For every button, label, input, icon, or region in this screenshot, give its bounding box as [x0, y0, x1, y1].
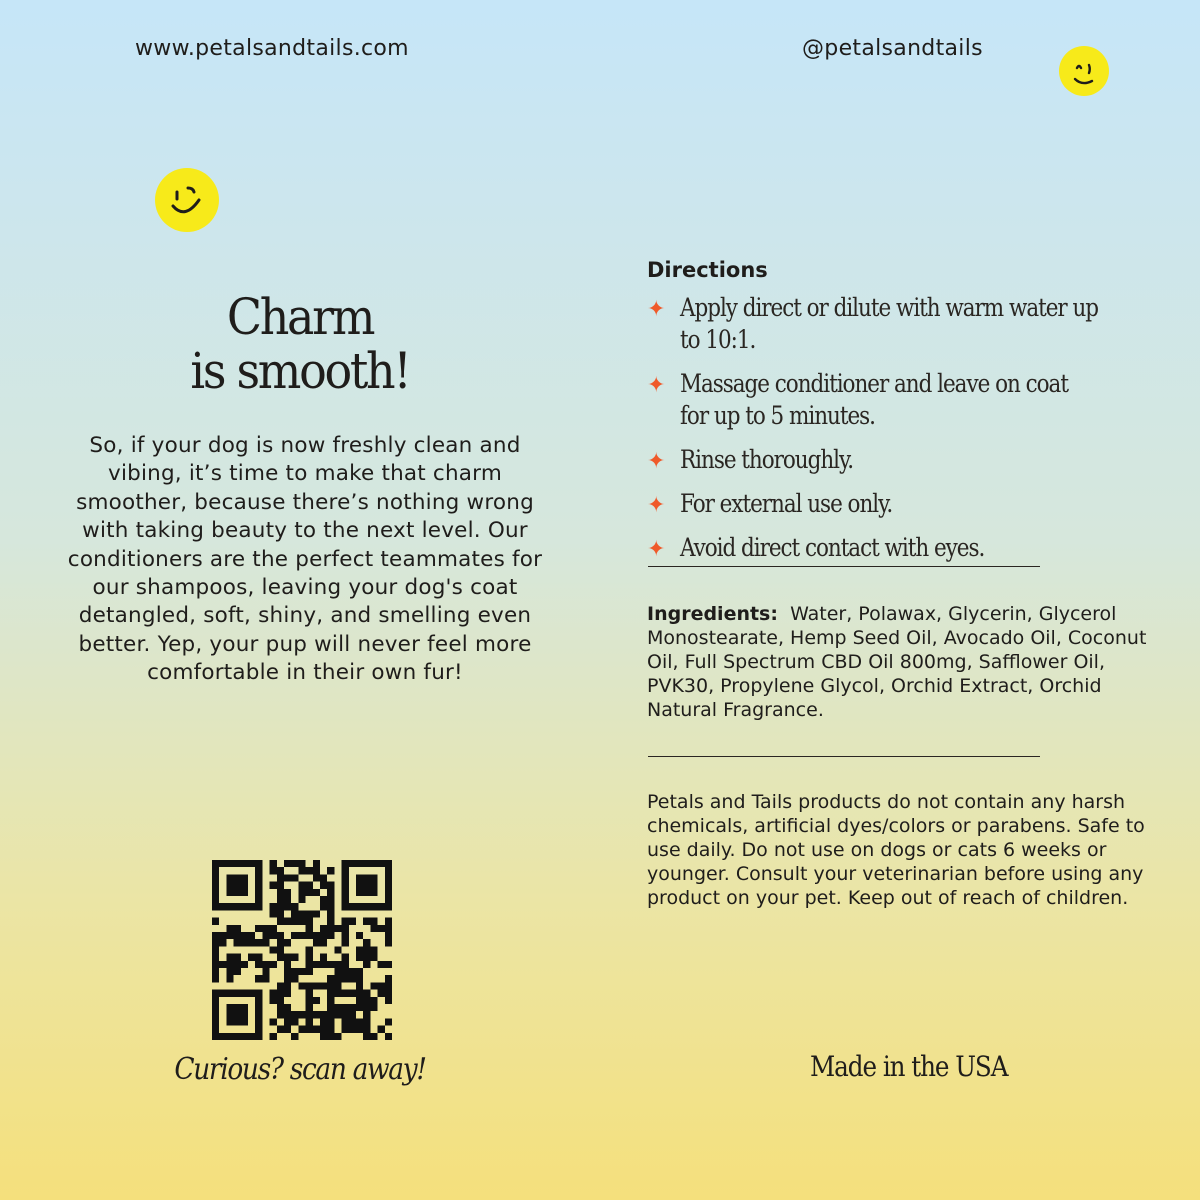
four-point-star-icon: ✦	[647, 297, 666, 322]
ingredients-label: Ingredients:	[647, 603, 778, 625]
divider	[648, 756, 1040, 757]
four-point-star-icon: ✦	[647, 449, 666, 474]
headline-line-2: is smooth!	[190, 342, 410, 400]
qr-caption: Curious? scan away!	[174, 1052, 426, 1087]
website-url[interactable]: www.petalsandtails.com	[135, 36, 409, 61]
directions-title: Directions	[647, 258, 768, 282]
divider	[648, 566, 1040, 567]
headline	[79, 290, 521, 398]
direction-item: ✦ Massage conditioner and leave on coat for up to 5 minutes.	[647, 369, 1074, 430]
made-in-label: Made in the USA	[810, 1050, 1008, 1083]
direction-item: ✦ For external use only.	[647, 488, 1177, 520]
four-point-star-icon: ✦	[647, 373, 666, 398]
safety-notice: Petals and Tails products do not contain any harsh chemicals, artificial dyes/colors or parabens. Safe to use daily. Do not use on dogs or cats 6 weeks or younger. Consult your veterinarian before using any product on your pet. Keep out of reach of children.	[647, 791, 1145, 909]
smiley-face-icon	[1059, 46, 1109, 96]
smiley-face-icon	[155, 168, 219, 232]
ingredients-block	[647, 602, 1157, 722]
headline-line-1: Charm	[226, 288, 374, 346]
directions-list	[647, 292, 1177, 576]
four-point-star-icon: ✦	[647, 493, 666, 518]
direction-item: ✦ Apply direct or dilute with warm water up to 10:1.	[647, 293, 1104, 354]
four-point-star-icon: ✦	[647, 537, 666, 562]
direction-item: ✦ Avoid direct contact with eyes.	[647, 532, 1177, 564]
qr-code[interactable]	[212, 860, 392, 1040]
ingredients-text: Water, Polawax, Glycerin, Glycerol Monostearate, Hemp Seed Oil, Avocado Oil, Coconut Oil, Full Spectrum CBD Oil 800mg, Safflower Oil, PVK30, Propylene Glycol, Orchid Extract, Orchid Natural Fragrance.	[647, 603, 1147, 721]
direction-item: ✦ Rinse thoroughly.	[647, 444, 1177, 476]
intro-paragraph: So, if your dog is now freshly clean and vibing, it’s time to make that charm smoother, because there’s nothing wrong with taking beauty to the next level. Our conditioners are the perfect teammates for our shampoos, leaving your dog's coat detangled, soft, shiny, and smelling even better. Yep, your pup will never feel more comfortable in their own fur!	[67, 433, 543, 686]
social-handle[interactable]: @petalsandtails	[802, 36, 983, 61]
